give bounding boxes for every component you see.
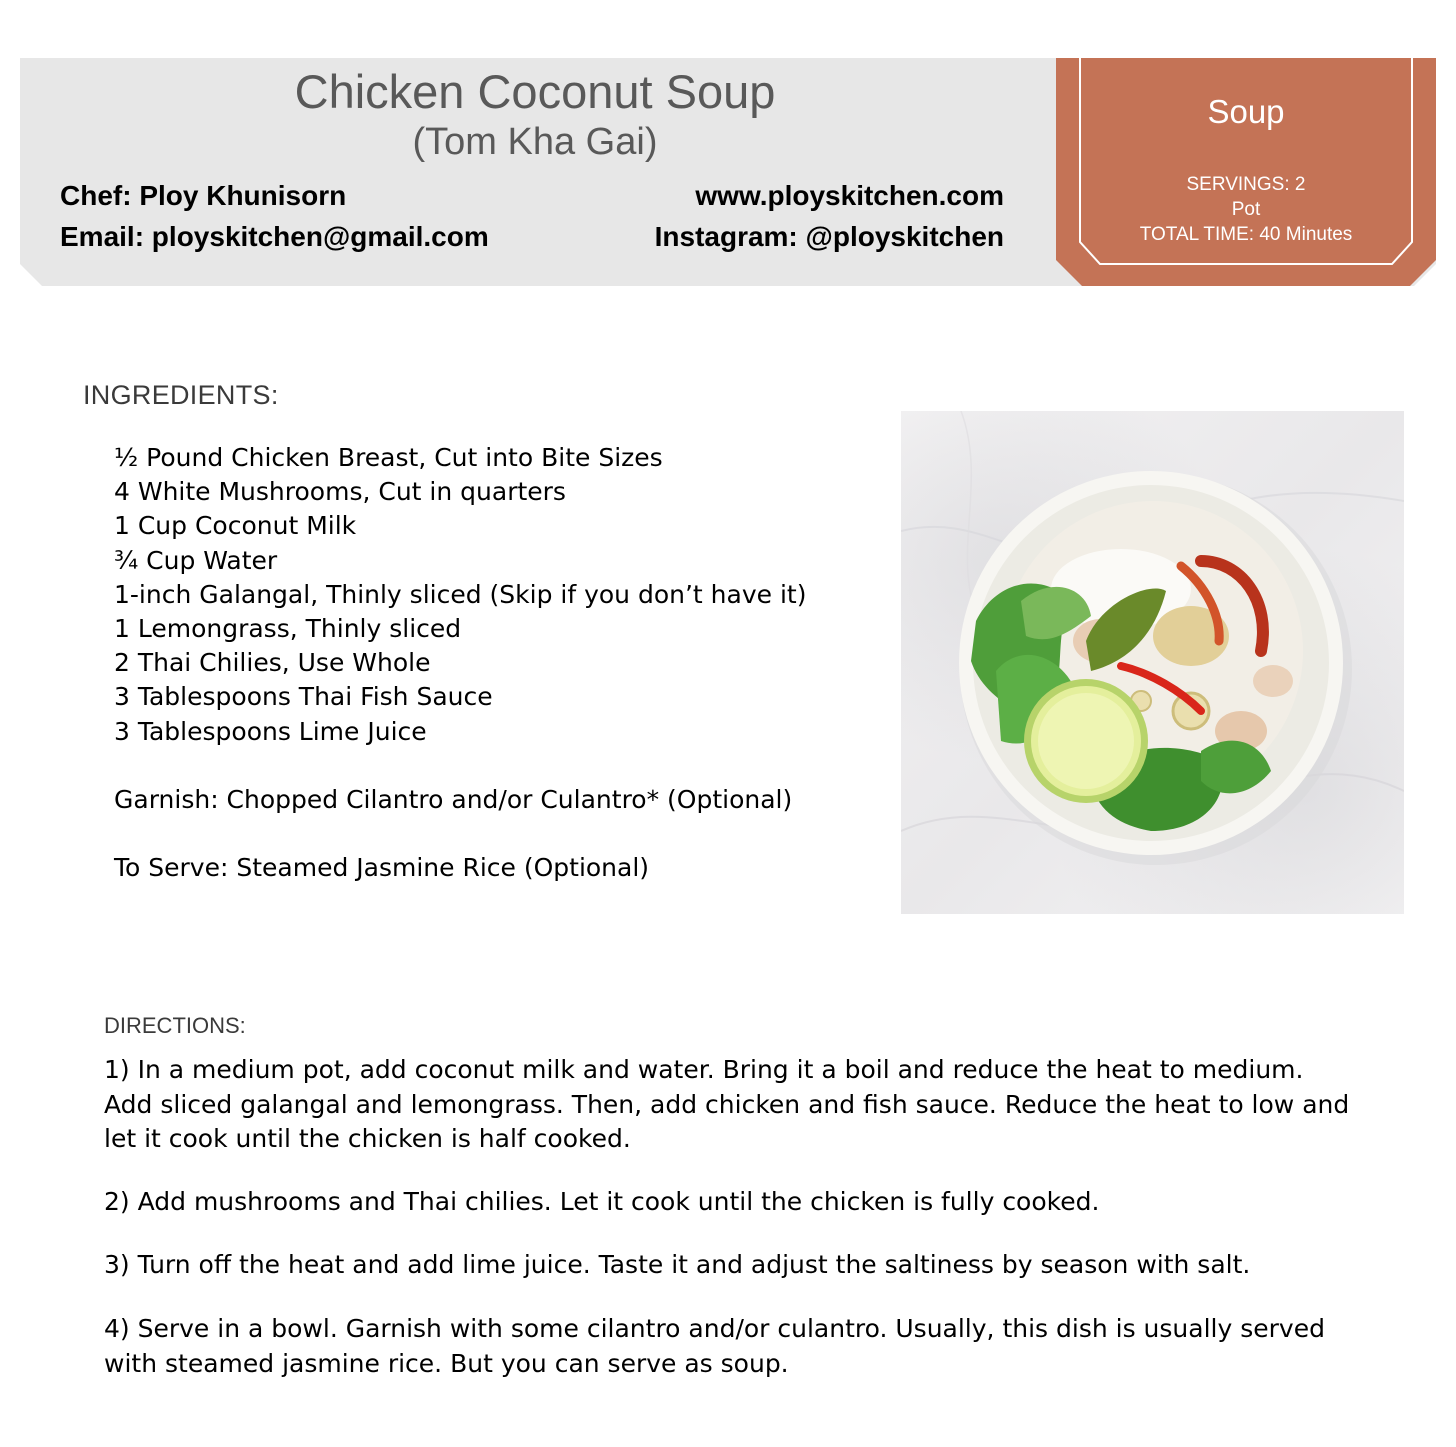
ingredient-item: 2 Thai Chilies, Use Whole: [114, 648, 431, 678]
serve-note: To Serve: Steamed Jasmine Rice (Optional): [114, 853, 650, 882]
ingredients-list: [114, 441, 806, 749]
category-name: Soup: [1207, 93, 1285, 130]
chef-name: Chef: Ploy Khunisorn: [60, 180, 347, 211]
ingredient-item: 1-inch Galangal, Thinly sliced (Skip if you don’t have it): [114, 579, 807, 609]
cook-method: Pot: [1231, 199, 1261, 220]
ingredient-item: ½ Pound Chicken Breast, Cut into Bite Sizes: [114, 443, 663, 472]
total-time: TOTAL TIME: 40 Minutes: [1139, 224, 1353, 245]
direction-step: 4) Serve in a bowl. Garnish with some cilantro and/or culantro. Usually, this dish is usually served with steamed jasmine rice. But you can serve as soup.: [104, 1314, 1325, 1378]
ingredient-item: ¾ Cup Water: [114, 545, 278, 575]
garnish-note: Garnish: Chopped Cilantro and/or Culantro* (Optional): [114, 785, 793, 814]
ingredient-item: 1 Lemongrass, Thinly sliced: [114, 614, 462, 644]
ingredient-item: 1 Cup Coconut Milk: [114, 511, 357, 541]
recipe-subtitle: (Tom Kha Gai): [412, 121, 658, 163]
recipe-title: Chicken Coconut Soup: [294, 65, 776, 118]
ingredients-heading: INGREDIENTS:: [83, 380, 279, 410]
soup-photo: [901, 411, 1404, 914]
instagram-handle[interactable]: Instagram: @ployskitchen: [654, 221, 1004, 252]
soup-bowl-illustration: [901, 411, 1404, 914]
direction-step: 1) In a medium pot, add coconut milk and water. Bring it a boil and reduce the heat to medium. Add sliced galangal and lemongrass. Then, add chicken and fish sauce. Reduce the heat to low and let it cook until the chicken is half cooked.: [104, 1055, 1350, 1153]
ingredient-item: 3 Tablespoons Thai Fish Sauce: [114, 682, 493, 712]
servings: SERVINGS: 2: [1186, 174, 1306, 195]
ingredient-item: 3 Tablespoons Lime Juice: [114, 716, 427, 746]
chef-email: Email: ployskitchen@gmail.com: [60, 221, 489, 252]
ingredient-item: 4 White Mushrooms, Cut in quarters: [114, 477, 566, 507]
direction-step: 2) Add mushrooms and Thai chilies. Let it cook until the chicken is fully cooked.: [104, 1187, 1100, 1216]
directions-heading: DIRECTIONS:: [104, 1013, 246, 1038]
website-link[interactable]: www.ployskitchen.com: [695, 180, 1004, 211]
direction-step: 3) Turn off the heat and add lime juice. Taste it and adjust the saltiness by season with salt.: [104, 1250, 1251, 1279]
